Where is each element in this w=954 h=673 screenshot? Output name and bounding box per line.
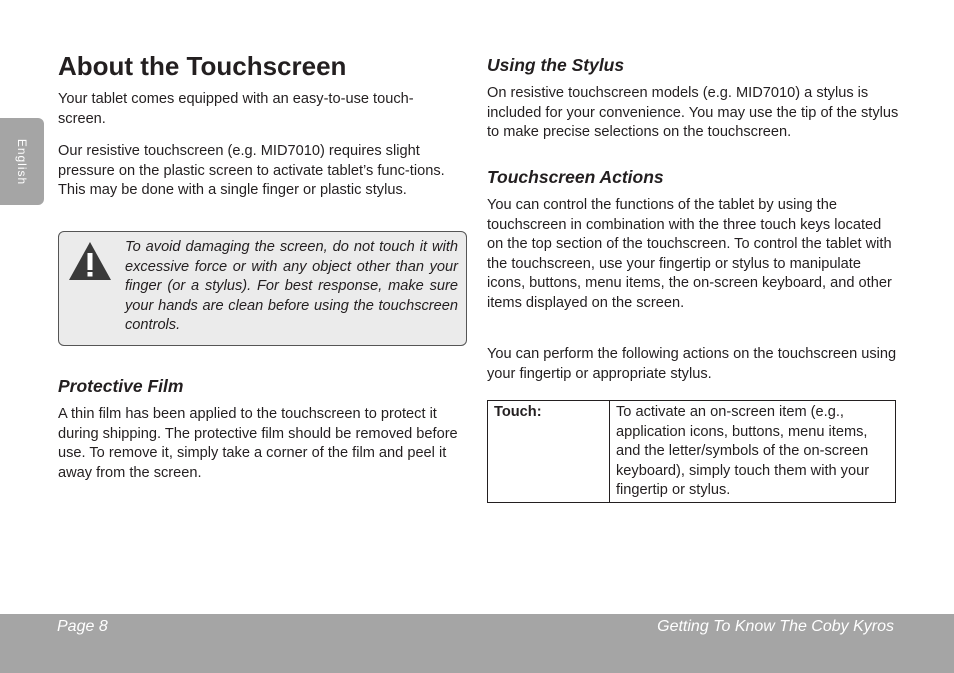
action-name: Touch: [488, 401, 610, 503]
language-tab-label: English [15, 138, 29, 186]
stylus-text: On resistive touchscreen models (e.g. MID7010) a stylus is included for your convenience. You may use the tip of the stylus to make precise selections on the touchscreen. [487, 85, 899, 140]
warning-box [58, 231, 467, 346]
stylus-heading: Using the Stylus [487, 55, 625, 75]
warning-text: To avoid damaging the screen, do not touch it with excessive force or with any object other than your finger (or a stylus). For best response, make sure your hands are clean before using the touchscreen controls. [125, 239, 458, 333]
section-title: Getting To Know The Coby Kyros [657, 618, 894, 635]
protective-film-heading: Protective Film [58, 376, 184, 396]
action-description: To activate an on-screen item (e.g., application icons, buttons, menu items, and the letter/symbols of the on-screen keyboard), simply touch them with your fingertip or stylus. [610, 401, 896, 503]
actions-table [487, 400, 896, 503]
touchscreen-actions-heading: Touchscreen Actions [487, 167, 664, 187]
intro-paragraph: Your tablet comes equipped with an easy-to-use touch-screen. [58, 91, 414, 127]
table-row [488, 401, 896, 503]
language-tab [0, 118, 44, 205]
actions-intro-paragraph: You can perform the following actions on the touchscreen using your fingertip or appropriate stylus. [487, 346, 897, 382]
page-number: Page 8 [57, 618, 108, 635]
protective-film-text: A thin film has been applied to the touchscreen to protect it during shipping. The protective film should be removed before use. To remove it, simply take a corner of the film and peel it away from the screen. [58, 406, 458, 481]
actions-paragraph: You can control the functions of the tablet by using the touchscreen in combination with the three touch keys located on the top section of the touchscreen. To control the tablet with the touchscreen, use your fingertip or stylus to manipulate icons, buttons, menu items, the on-screen keyboard, and other items displayed on the screen. [487, 197, 892, 311]
warning-icon [68, 241, 112, 281]
resistive-paragraph: Our resistive touchscreen (e.g. MID7010) requires slight pressure on the plastic screen to activate tablet’s func-tions. This may be done with a single finger or plastic stylus. [58, 143, 445, 198]
page-title: About the Touchscreen [58, 51, 347, 81]
page-footer [0, 614, 954, 673]
